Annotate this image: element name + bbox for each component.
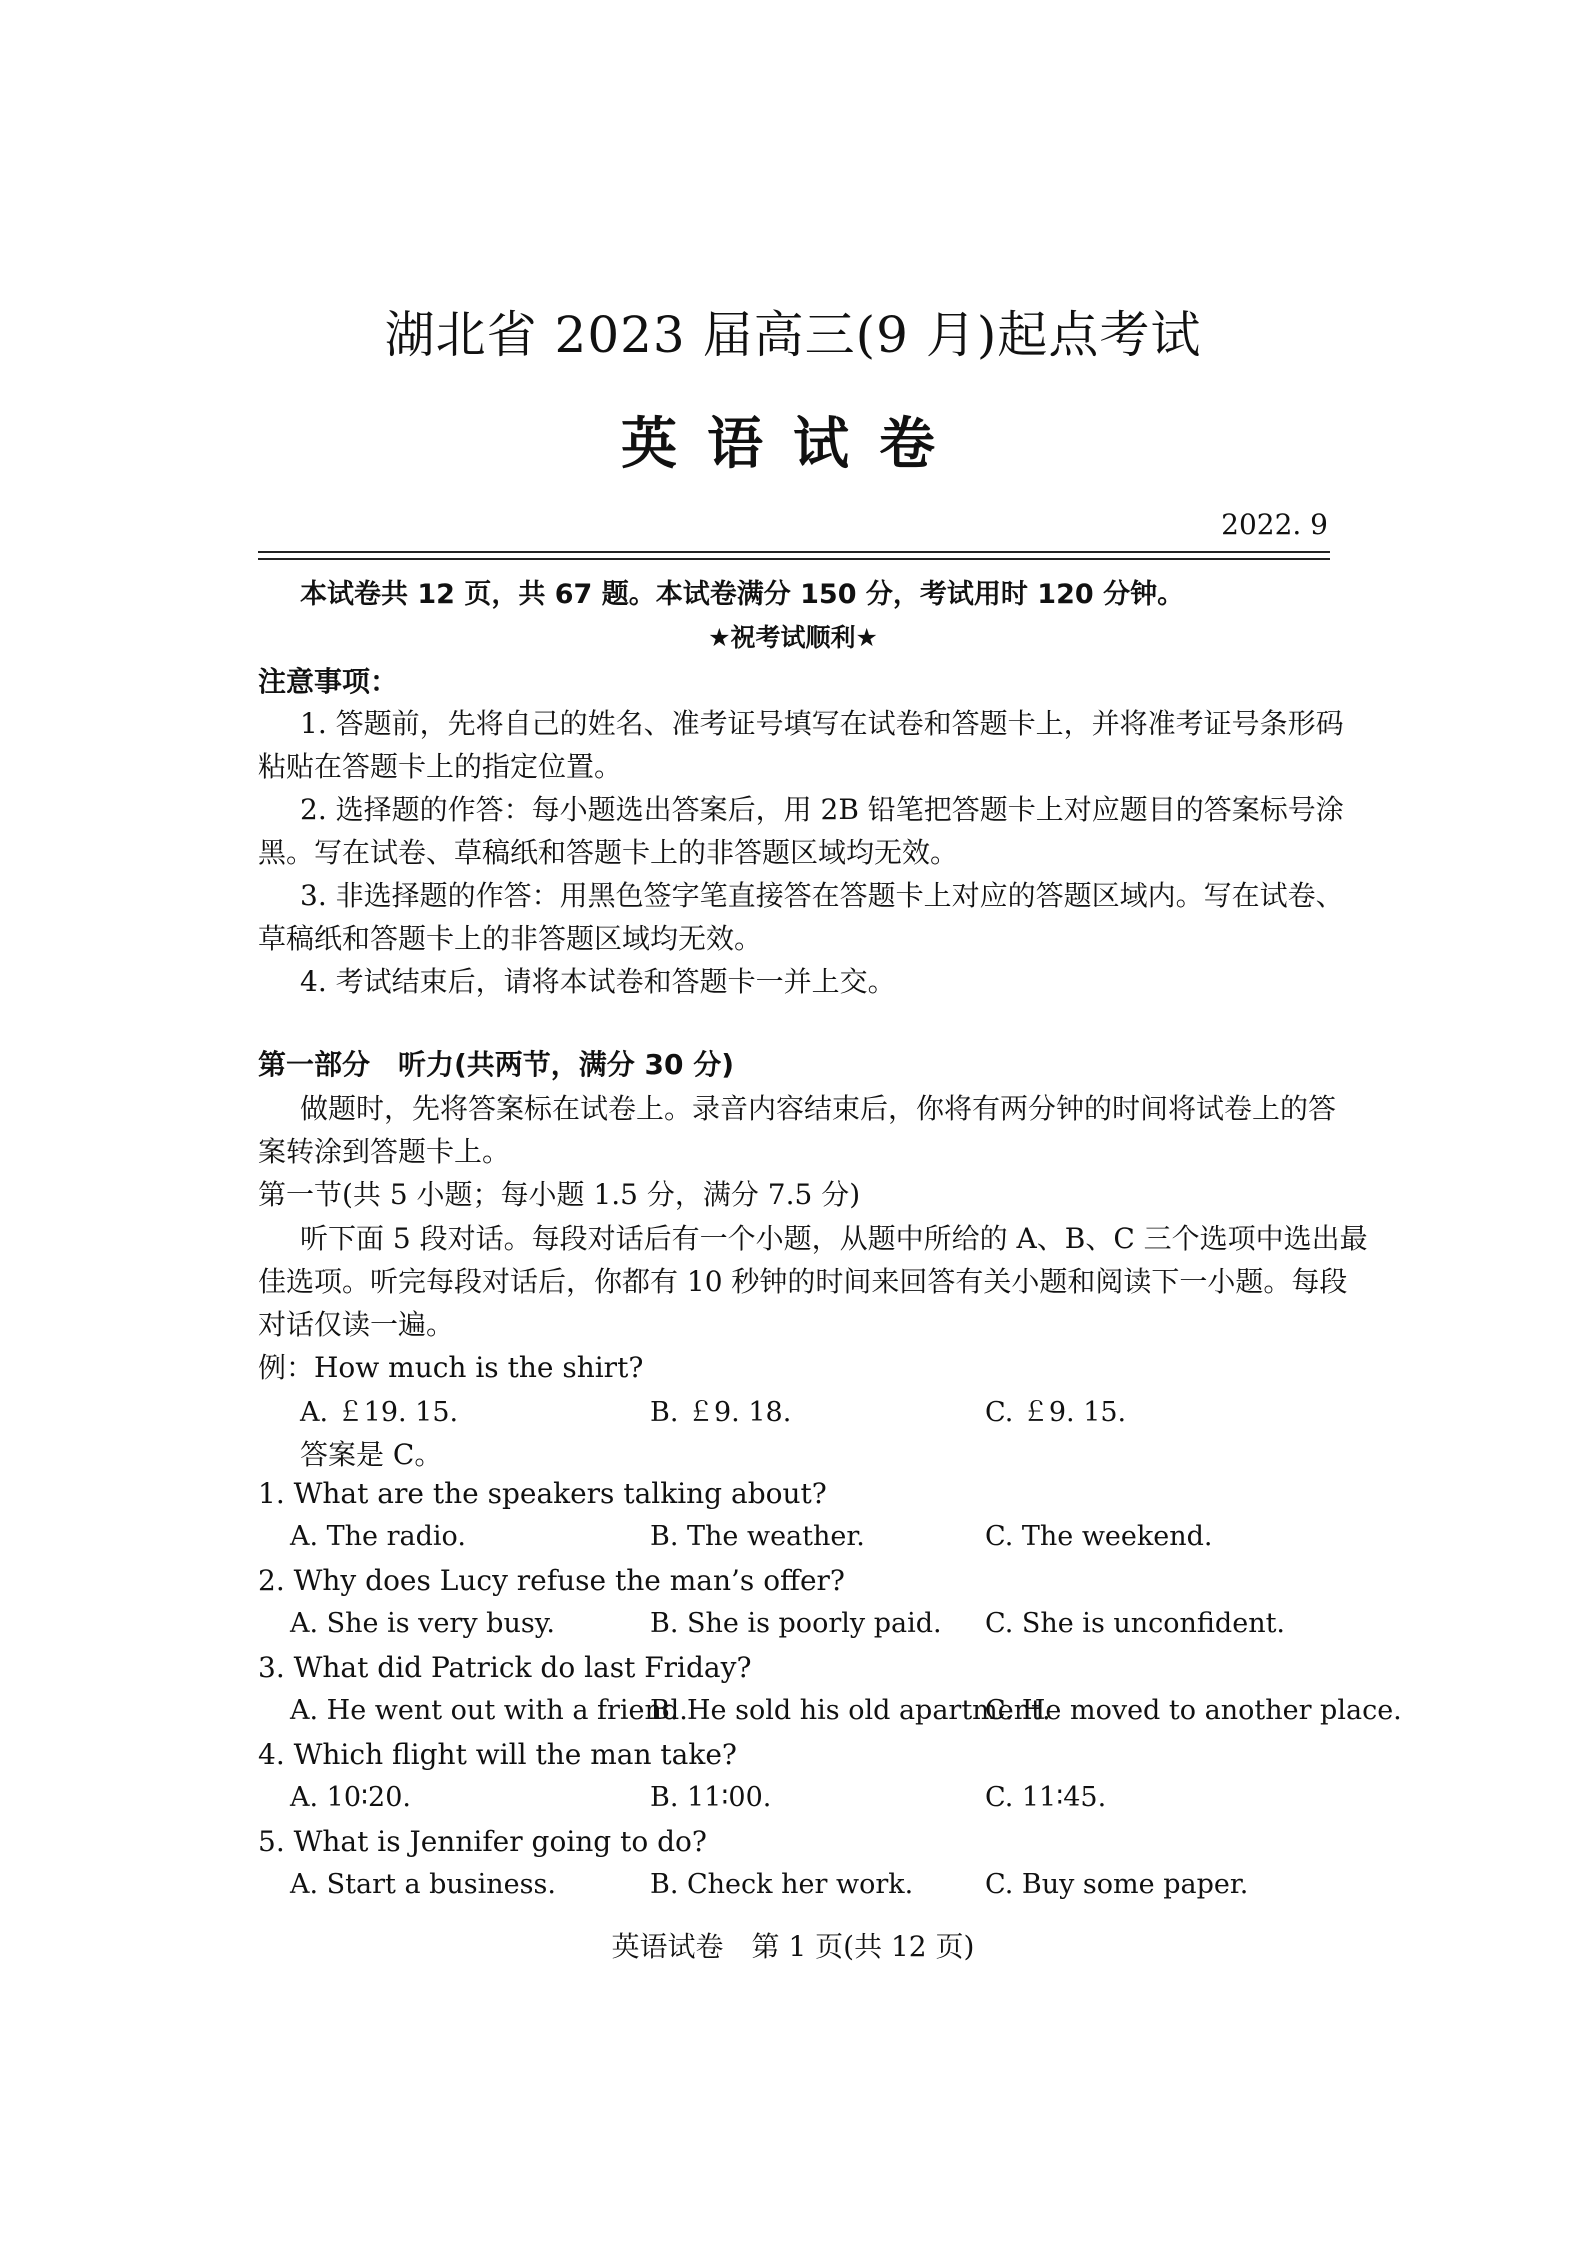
question-2: 2. Why does Lucy refuse the man’s offer? [258, 1564, 845, 1597]
notice-line: 草稿纸和答题卡上的非答题区域均无效。 [258, 922, 763, 955]
example-option-b: B. ￡9. 18. [650, 1397, 792, 1428]
instruction-line: 对话仅读一遍。 [258, 1308, 455, 1341]
page-footer: 英语试卷 第 1 页(共 12 页) [611, 1930, 975, 1963]
notice-line: 2. 选择题的作答：每小题选出答案后，用 2B 铅笔把答题卡上对应题目的答案标号涂 [300, 793, 1344, 826]
example-option-a: A. ￡19. 15. [300, 1397, 459, 1428]
exam-summary: 本试卷共 12 页，共 67 题。本试卷满分 150 分，考试用时 120 分钟。 [300, 579, 1185, 610]
good-luck-line: ★祝考试顺利★ [708, 623, 878, 652]
notice-line: 4. 考试结束后，请将本试卷和答题卡一并上交。 [300, 965, 896, 998]
exam-title: 湖北省 2023 届高三(9 月)起点考试 [384, 306, 1202, 364]
question-2-option-a: A. She is very busy. [290, 1608, 555, 1639]
question-5-option-b: B. Check her work. [650, 1869, 914, 1900]
example-answer: 答案是 C。 [300, 1438, 443, 1471]
header-rule-top [258, 551, 1330, 553]
notice-line: 1. 答题前，先将自己的姓名、准考证号填写在试卷和答题卡上，并将准考证号条形码 [300, 707, 1344, 740]
question-2-option-c: C. She is unconfident. [985, 1608, 1286, 1639]
part1-heading: 第一部分 听力(共两节，满分 30 分) [258, 1048, 735, 1081]
question-3-option-c: C. He moved to another place. [985, 1695, 1402, 1726]
notice-heading: 注意事项： [258, 665, 399, 698]
question-1-option-c: C. The weekend. [985, 1521, 1213, 1552]
question-1-option-a: A. The radio. [290, 1521, 466, 1552]
question-3-option-a: A. He went out with a friend. [290, 1695, 688, 1726]
notice-line: 3. 非选择题的作答：用黑色签字笔直接答在答题卡上对应的答题区域内。写在试卷、 [300, 879, 1344, 912]
question-2-option-b: B. She is poorly paid. [650, 1608, 942, 1639]
part1-intro-line: 案转涂到答题卡上。 [258, 1135, 511, 1168]
example-option-c: C. ￡9. 15. [985, 1397, 1127, 1428]
instruction-line: 佳选项。听完每段对话后，你都有 10 秒钟的时间来回答有关小题和阅读下一小题。每段 [258, 1265, 1348, 1298]
exam-date: 2022. 9 [1221, 508, 1328, 541]
question-1-option-b: B. The weather. [650, 1521, 865, 1552]
question-4-option-a: A. 10∶20. [290, 1782, 411, 1813]
question-3-option-b: B. He sold his old apartment. [650, 1695, 1051, 1726]
question-4-option-b: B. 11∶00. [650, 1782, 772, 1813]
header-rule-bottom [258, 558, 1330, 560]
section1-heading: 第一节(共 5 小题；每小题 1.5 分，满分 7.5 分) [258, 1178, 861, 1211]
part1-intro-line: 做题时，先将答案标在试卷上。录音内容结束后，你将有两分钟的时间将试卷上的答 [300, 1092, 1337, 1125]
question-5-option-a: A. Start a business. [290, 1869, 556, 1900]
question-1: 1. What are the speakers talking about? [258, 1477, 827, 1510]
question-5: 5. What is Jennifer going to do? [258, 1825, 707, 1858]
subject-title: 英语试卷 [621, 412, 965, 477]
question-3: 3. What did Patrick do last Friday? [258, 1651, 752, 1684]
question-4-option-c: C. 11∶45. [985, 1782, 1107, 1813]
question-4: 4. Which flight will the man take? [258, 1738, 737, 1771]
question-5-option-c: C. Buy some paper. [985, 1869, 1249, 1900]
notice-line: 粘贴在答题卡上的指定位置。 [258, 750, 623, 783]
instruction-line: 听下面 5 段对话。每段对话后有一个小题，从题中所给的 A、B、C 三个选项中选出最 [300, 1222, 1368, 1255]
example-question: 例：How much is the shirt? [258, 1351, 644, 1384]
notice-line: 黑。写在试卷、草稿纸和答题卡上的非答题区域均无效。 [258, 836, 959, 869]
